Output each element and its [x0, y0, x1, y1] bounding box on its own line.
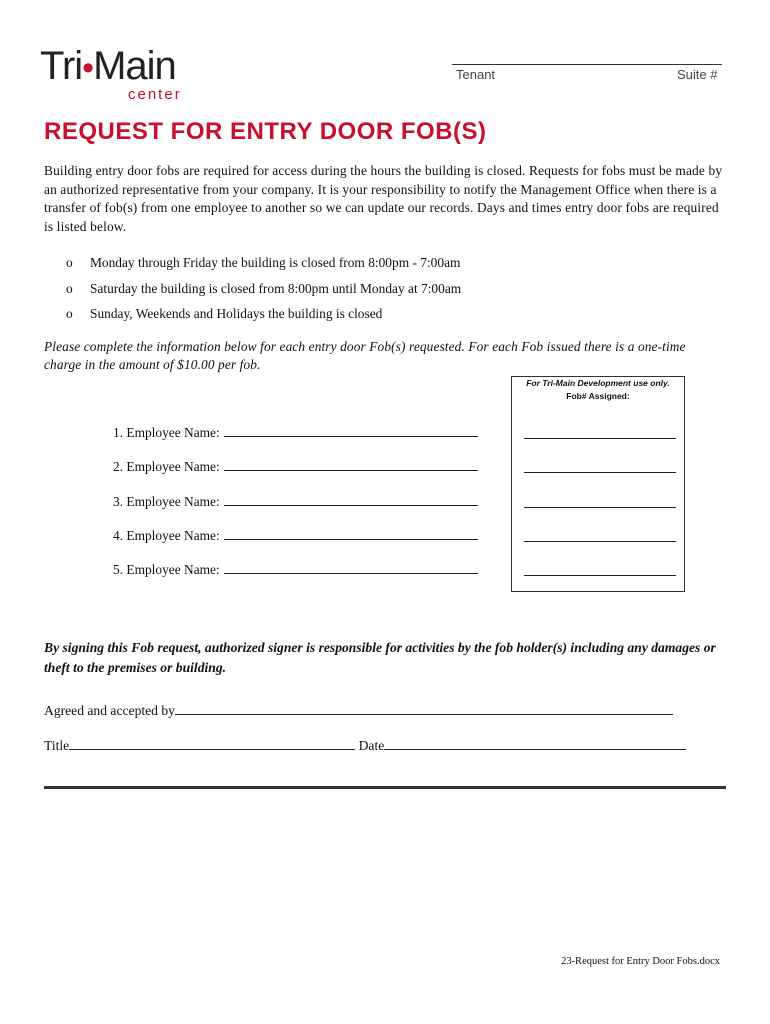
employee-row [113, 458, 478, 476]
title-label: Title [44, 738, 70, 753]
bullet-marker: o [66, 255, 73, 270]
instructions-paragraph: Please complete the information below for each entry door Fob(s) requested. For each Fob issued there is a one-time charge in the amount of $10.00 per fob. [44, 339, 686, 372]
list-item: o Saturday the building is closed from 8:00pm until Monday at 7:00am [66, 281, 462, 296]
logo-subtitle: center [128, 86, 182, 103]
intro-paragraph: Building entry door fobs are required for access during the hours the building is closed. Requests for fobs must be made by an authorized representative from your company. It is your responsibility to notify the Management Office when there is a transfer of fob(s) from one employee to another so we can update our records. Days and times entry door fobs are required is listed below. [44, 163, 723, 234]
employee-label: 3. Employee Name: [113, 494, 220, 509]
employee-label: 4. Employee Name: [113, 528, 220, 543]
agreed-label: Agreed and accepted by [44, 703, 175, 718]
employee-label: 1. Employee Name: [113, 425, 220, 440]
fob-number-field[interactable] [524, 575, 676, 576]
bullet-marker: o [66, 306, 73, 321]
employee-name-field[interactable] [224, 493, 478, 506]
date-field[interactable] [384, 736, 686, 750]
employee-name-field[interactable] [224, 561, 478, 574]
signing-notice: By signing this Fob request, authorized signer is responsible for activities by the fob holder(s) including any damages or theft to the premises or building. [44, 640, 716, 675]
agreed-signature-field[interactable] [175, 701, 673, 715]
fob-number-field[interactable] [524, 541, 676, 542]
fob-number-field[interactable] [524, 472, 676, 473]
fob-assigned-box [511, 376, 685, 592]
employee-row [113, 561, 478, 579]
list-item: o Monday through Friday the building is closed from 8:00pm - 7:00am [66, 255, 461, 270]
fob-box-header: For Tri-Main Development use only. [526, 378, 670, 388]
tenant-line[interactable] [452, 64, 722, 65]
list-item: o Sunday, Weekends and Holidays the building is closed [66, 306, 383, 321]
logo-dot: • [82, 49, 94, 87]
fob-number-field[interactable] [524, 438, 676, 439]
employee-name-field[interactable] [224, 424, 478, 437]
tri-main-logo [40, 44, 200, 108]
fob-box-subheader: Fob# Assigned: [566, 391, 630, 401]
employee-name-field[interactable] [224, 458, 478, 471]
employee-row [113, 424, 478, 442]
bullet-marker: o [66, 281, 73, 296]
employee-label: 5. Employee Name: [113, 562, 220, 577]
employee-name-field[interactable] [224, 527, 478, 540]
page-title: REQUEST FOR ENTRY DOOR FOB(S) [44, 118, 487, 145]
title-field[interactable] [69, 736, 355, 750]
agreed-row [44, 701, 673, 720]
tenant-label: Tenant [456, 67, 496, 82]
employee-row [113, 527, 478, 545]
fob-number-field[interactable] [524, 507, 676, 508]
employee-row [113, 493, 478, 511]
date-label: Date [358, 738, 385, 753]
title-date-row [44, 736, 686, 755]
footer-filename: 23-Request for Entry Door Fobs.docx [561, 956, 720, 967]
logo-wordmark: Tri•Main [40, 44, 176, 88]
divider [44, 786, 726, 789]
suite-label: Suite # [677, 67, 718, 82]
employee-label: 2. Employee Name: [113, 459, 220, 474]
